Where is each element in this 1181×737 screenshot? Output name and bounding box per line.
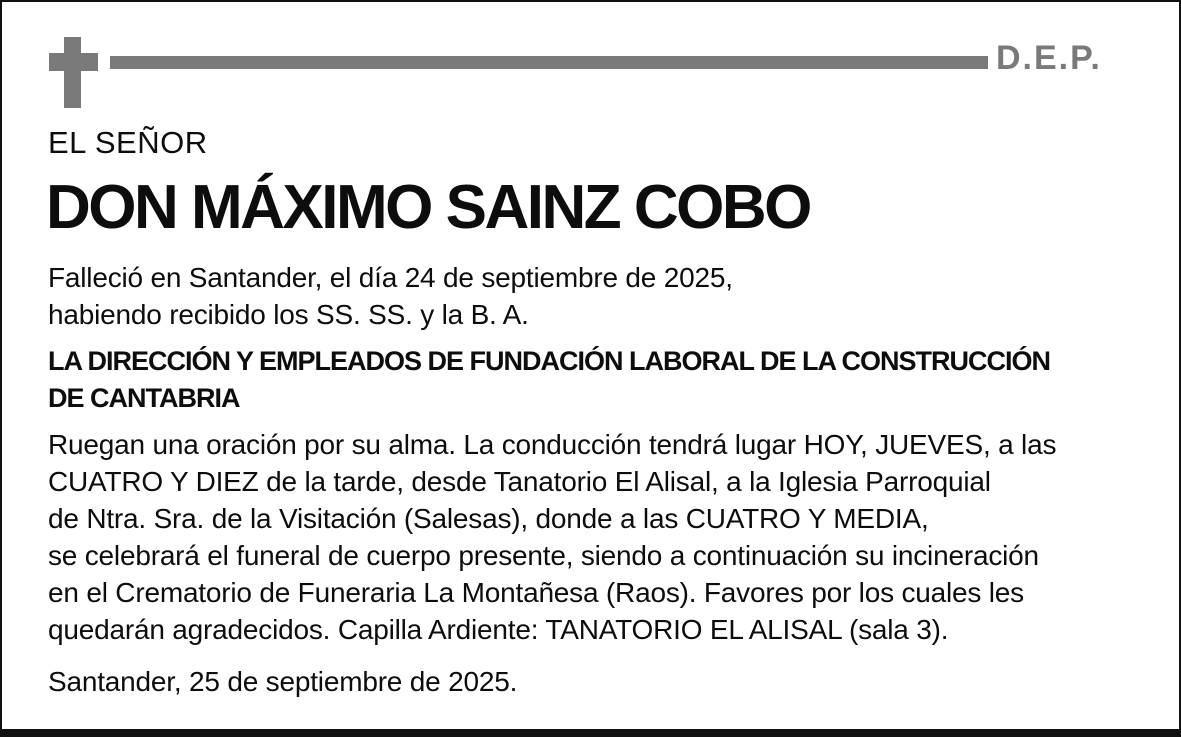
body-line-3: de Ntra. Sra. de la Visitación (Salesas), donde a las CUATRO Y MEDIA, <box>48 503 929 534</box>
body-line-5: en el Crematorio de Funeraria La Montañesa (Raos). Favores por los cuales les <box>48 577 1024 608</box>
family-line-1: LA DIRECCIÓN Y EMPLEADOS DE FUNDACIÓN LABORAL DE LA CONSTRUCCIÓN <box>48 346 1051 376</box>
cross-horizontal-bar <box>49 53 98 71</box>
intro-line-1: Falleció en Santander, el día 24 de septiembre de 2025, <box>48 262 733 293</box>
header-rule <box>110 56 988 69</box>
body-line-1: Ruegan una oración por su alma. La conducción tendrá lugar HOY, JUEVES, a las <box>48 429 1057 460</box>
cross-vertical-bar <box>64 37 81 108</box>
title-prefix: EL SEÑOR <box>48 125 208 160</box>
body-line-6: quedarán agradecidos. Capilla Ardiente: TANATORIO EL ALISAL (sala 3). <box>48 614 949 645</box>
signoff: Santander, 25 de septiembre de 2025. <box>48 666 518 697</box>
body-line-2: CUATRO Y DIEZ de la tarde, desde Tanatorio El Alisal, a la Iglesia Parroquial <box>48 466 991 497</box>
family-line-2: DE CANTABRIA <box>48 383 240 413</box>
intro-line-2: habiendo recibido los SS. SS. y la B. A. <box>48 299 529 330</box>
body-line-4: se celebrará el funeral de cuerpo presente, siendo a continuación su incineración <box>48 540 1039 571</box>
deceased-name: DON MÁXIMO SAINZ COBO <box>46 173 810 242</box>
dep-label: D.E.P. <box>996 39 1102 77</box>
